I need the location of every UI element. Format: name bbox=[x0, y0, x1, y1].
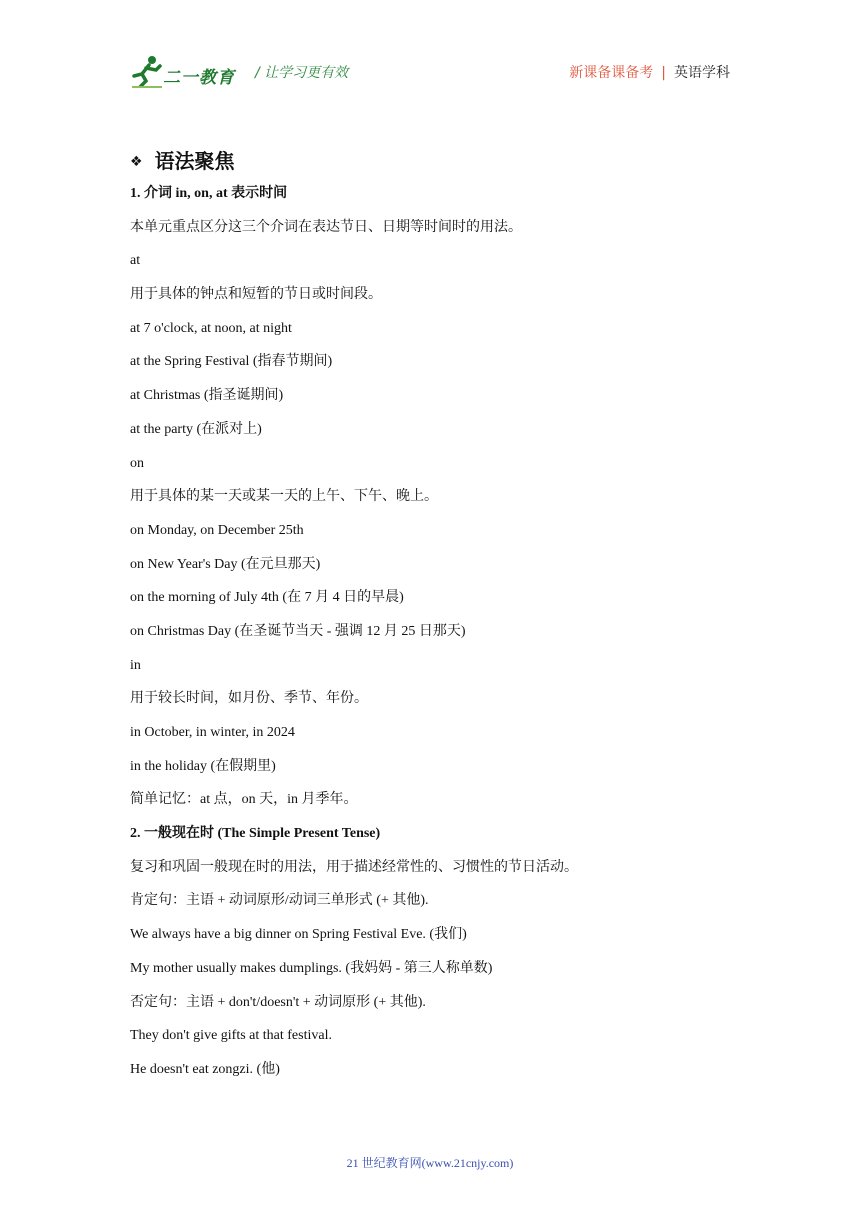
text-line: in October, in winter, in 2024 bbox=[130, 725, 295, 740]
text-line: 简单记忆：at 点，on 天，in 月季年。 bbox=[130, 792, 358, 808]
text-line: on bbox=[130, 455, 144, 471]
brand-logo bbox=[130, 54, 240, 90]
text-line: at the party (在派对上) bbox=[130, 421, 262, 437]
header-course-label: 新课备课备考 bbox=[569, 65, 654, 81]
text-line: at bbox=[130, 253, 141, 269]
section-heading bbox=[130, 146, 750, 176]
text-lines bbox=[130, 184, 750, 1094]
text-line: 肯定句：主语 + 动词原形/动词三单形式 (+ 其他). bbox=[130, 893, 429, 909]
text-line: They don't give gifts at that festival. bbox=[130, 1028, 332, 1044]
text-line: in bbox=[130, 657, 141, 673]
text-line: 用于具体的钟点和短暂的节日或时间段。 bbox=[130, 287, 382, 303]
text-line: on the morning of July 4th (在 7 月 4 日的早晨) bbox=[130, 590, 404, 606]
text-line: He doesn't eat zongzi. (他) bbox=[130, 1061, 280, 1077]
text-line: 用于具体的某一天或某一天的上午、下午、晚上。 bbox=[130, 489, 438, 505]
diamond-bullet-icon: ❖ bbox=[130, 154, 143, 170]
text-line: 用于较长时间，如月份、季节、年份。 bbox=[130, 691, 368, 707]
text-line: 本单元重点区分这三个介词在表达节日、日期等时间时的用法。 bbox=[130, 219, 522, 235]
header-subject bbox=[569, 62, 730, 82]
text-line: at Christmas (指圣诞期间) bbox=[130, 388, 284, 404]
text-line: on Christmas Day (在圣诞节当天 - 强调 12 月 25 日那天) bbox=[130, 623, 466, 639]
slogan: / 让学习更有效 bbox=[255, 65, 349, 81]
running-figure-icon bbox=[130, 54, 164, 88]
text-line: in the holiday (在假期里) bbox=[130, 758, 276, 774]
text-line: at 7 o'clock, at noon, at night bbox=[130, 320, 292, 336]
page-footer: 21 世纪教育网(www.21cnjy.com) bbox=[346, 1156, 514, 1170]
logo-text: 二一教育 bbox=[163, 68, 235, 88]
page-header bbox=[130, 52, 730, 92]
text-line: 复习和巩固一般现在时的用法，用于描述经常性的、习惯性的节日活动。 bbox=[130, 859, 578, 875]
text-line: on Monday, on December 25th bbox=[130, 522, 304, 538]
subheading: 1. 介词 in, on, at 表示时间 bbox=[130, 186, 288, 201]
text-line: My mother usually makes dumplings. (我妈妈 - 第三人称单数) bbox=[130, 960, 493, 976]
header-subject-label: 英语学科 bbox=[674, 65, 730, 81]
document-body bbox=[130, 146, 750, 1094]
text-line: on New Year's Day (在元旦那天) bbox=[130, 556, 321, 572]
text-line: We always have a big dinner on Spring Festival Eve. (我们) bbox=[130, 927, 467, 943]
subheading: 2. 一般现在时 (The Simple Present Tense) bbox=[130, 826, 381, 842]
text-line: 否定句：主语 + don't/doesn't + 动词原形 (+ 其他). bbox=[130, 994, 426, 1010]
header-separator: | bbox=[661, 65, 666, 81]
text-line: at the Spring Festival (指春节期间) bbox=[130, 354, 333, 370]
section-title: 语法聚焦 bbox=[154, 149, 235, 173]
